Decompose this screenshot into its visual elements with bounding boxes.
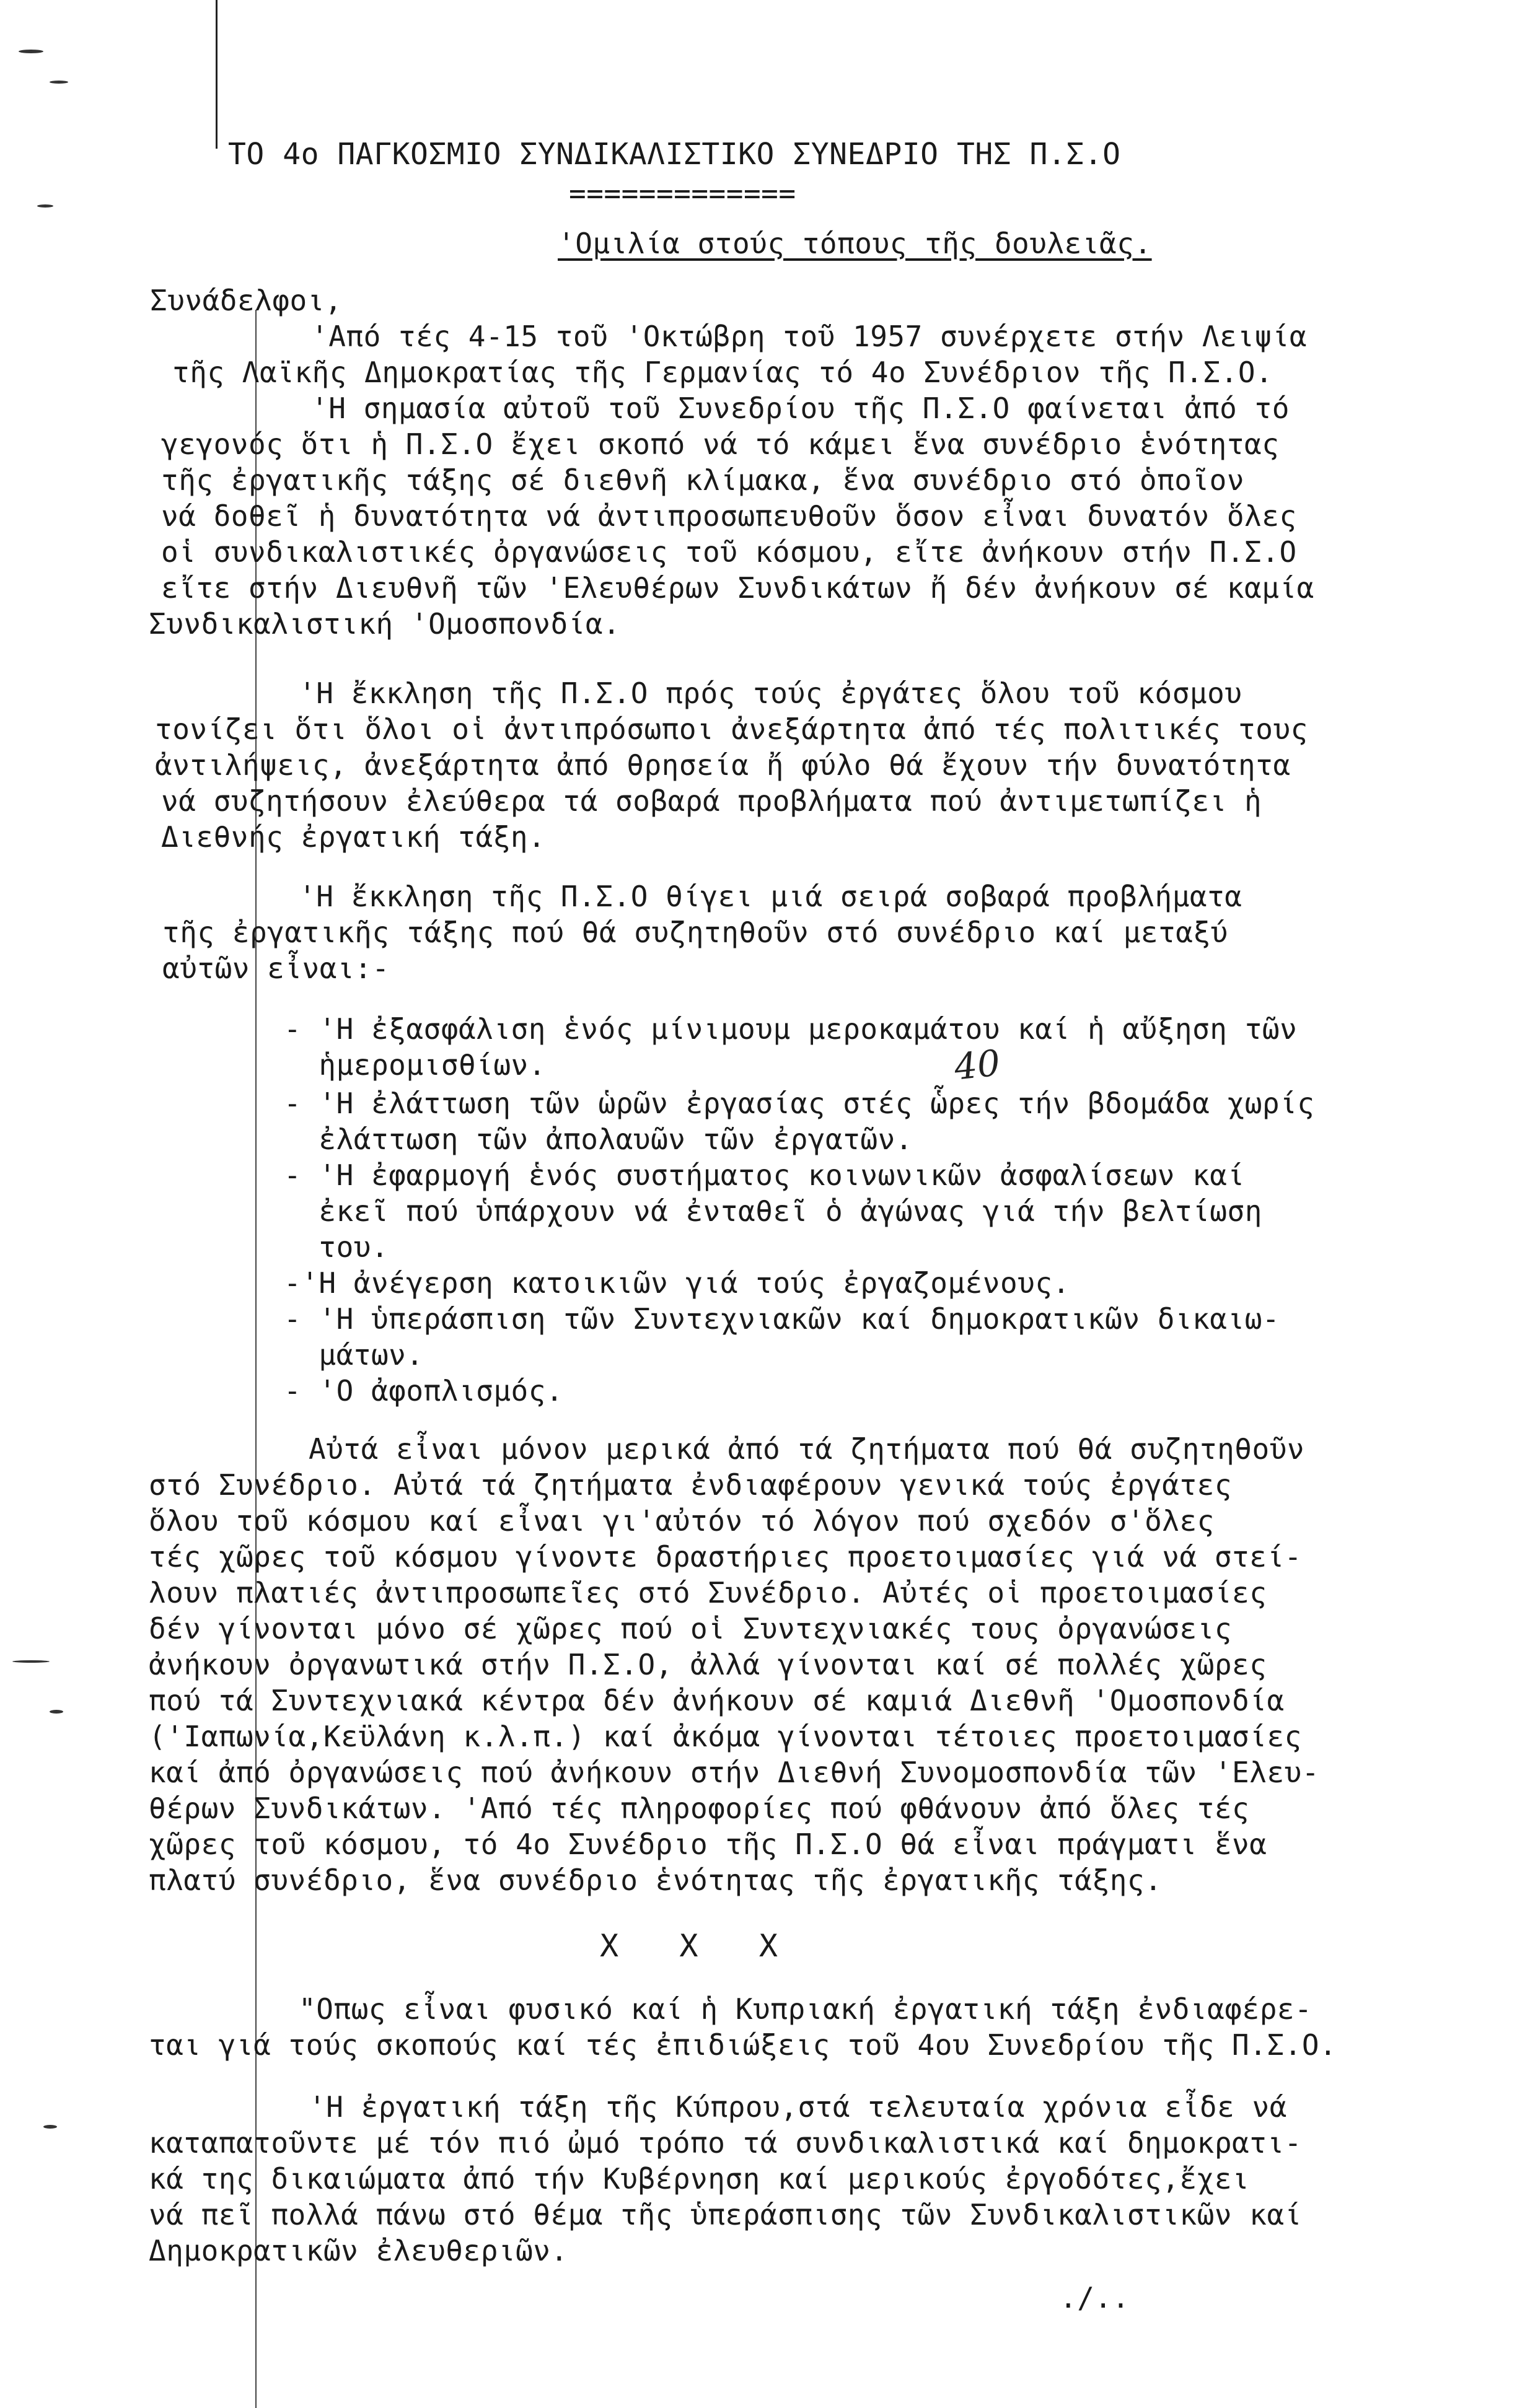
para2-line: Διεθνής ἐργατική τάξη. (161, 820, 546, 854)
scan-speck (19, 50, 43, 53)
para6-line: καταπατοῦντε μέ τόν πιό ὠμό τρόπο τά συνδικαλιστικά καί δημοκρατι- (149, 2126, 1302, 2160)
margin-rule (216, 0, 218, 149)
bullet-line: - 'Η ἐφαρμογή ἑνός συστήματος κοινωνικῶν ἀσφαλίσεων καί (284, 1158, 1245, 1192)
para3-line: τῆς ἐργατικῆς τάξης πού θά συζητηθοῦν στό συνέδριο καί μεταξύ (162, 916, 1228, 949)
para1-line: 'Η σημασία αὐτοῦ τοῦ Συνεδρίου τῆς Π.Σ.Ο φαίνεται ἀπό τό (311, 392, 1290, 425)
para1-line: γεγονός ὅτι ἡ Π.Σ.Ο ἔχει σκοπό νά τό κάμει ἕνα συνέδριο ἑνότητας (161, 427, 1280, 461)
bullet-line: ἐκεῖ πού ὑπάρχουν νά ἐνταθεῖ ὁ ἀγώνας γιά τήν βελτίωση (284, 1194, 1262, 1228)
para2-line: νά συζητήσουν ἐλεύθερα τά σοβαρά προβλήματα πού ἀντιμετωπίζει ἡ (161, 784, 1262, 818)
para2-line: 'Η ἔκκληση τῆς Π.Σ.Ο πρός τούς ἐργάτες ὅλου τοῦ κόσμου (299, 676, 1242, 710)
bullet-line: ἐλάττωση τῶν ἀπολαυῶν τῶν ἐργατῶν. (284, 1123, 913, 1156)
handwritten-note: 40 (952, 1041, 1003, 1088)
para2-line: ἀντιλήψεις, ἀνεξάρτητα ἀπό θρησεία ἤ φύλο θά ἔχουν τήν δυνατότητα (155, 748, 1291, 782)
bullet-line: - 'Η ἐλάττωση τῶν ὡρῶν ἐργασίας στές ὧρες τήν βδομάδα χωρίς (284, 1087, 1315, 1120)
scan-speck (43, 2125, 57, 2129)
section-separator: X X X (600, 1928, 779, 1964)
para1-line: τῆς Λαϊκῆς Δημοκρατίας τῆς Γερμανίας τό 4ο Συνέδριον τῆς Π.Σ.Ο. (172, 356, 1273, 389)
bullet-line: - 'Η ὑπεράσπιση τῶν Συντεχνιακῶν καί δημοκρατικῶν δικαιω- (284, 1302, 1280, 1336)
para4-line: ('Ιαπωνία,Κεϋλάνη κ.λ.π.) καί ἀκόμα γίνονται τέτοιες προετοιμασίες (149, 1720, 1302, 1753)
bullet-line: - 'Ο ἀφοπλισμός. (284, 1374, 564, 1408)
document-title: ΤΟ 4ο ΠΑΓΚΟΣΜΙΟ ΣΥΝΔΙΚΑΛΙΣΤΙΚΟ ΣΥΝΕΔΡΙΟ ΤΗΣ Π.Σ.Ο (228, 137, 1121, 172)
para1-line: τῆς ἐργατικῆς τάξης σέ διεθνῆ κλίμακα, ἕνα συνέδριο στό ὁποῖον (161, 463, 1245, 497)
title-rule: ============= (569, 177, 796, 210)
para2-line: τονίζει ὅτι ὅλοι οἱ ἀντιπρόσωποι ἀνεξάρτητα ἀπό τές πολιτικές τους (155, 712, 1308, 746)
scan-speck (50, 1710, 63, 1714)
para1-line: εἴτε στήν Διευθνῆ τῶν 'Ελευθέρων Συνδικάτων ἤ δέν ἀνήκουν σέ καμία (161, 571, 1314, 605)
para5-line: ται γιά τούς σκοπούς καί τές ἐπιδιώξεις τοῦ 4ου Συνεδρίου τῆς Π.Σ.Ο. (149, 2028, 1337, 2062)
para3-line: αὐτῶν εἶναι:- (162, 952, 390, 985)
bullet-line: μάτων. (284, 1338, 424, 1372)
para4-line: τές χῶρες τοῦ κόσμου γίνοντε δραστήριες προετοιμασίες γιά νά στεί- (149, 1540, 1302, 1574)
bullet-line: - 'Η ἐξασφάλιση ἑνός μίνιμουμ μεροκαμάτου καί ἡ αὔξηση τῶν (284, 1012, 1298, 1046)
para4-line: Αὐτά εἶναι μόνον μερικά ἀπό τά ζητήματα πού θά συζητηθοῦν (309, 1432, 1305, 1466)
para6-line: νά πεῖ πολλά πάνω στό θέμα τῆς ὑπεράσπισης τῶν Συνδικαλιστικῶν καί (149, 2198, 1302, 2231)
para4-line: στό Συνέδριο. Αὐτά τά ζητήματα ἐνδιαφέρουν γενικά τούς ἐργάτες (149, 1468, 1233, 1502)
document-subtitle: 'Ομιλία στούς τόπους τῆς δουλειᾶς. (558, 227, 1152, 260)
bullet-line: -'Η ἀνέγερση κατοικιῶν γιά τούς ἐργαζομένους. (284, 1266, 1070, 1300)
para4-line: ὅλου τοῦ κόσμου καί εἶναι γι'αὐτόν τό λόγον πού σχεδόν σ'ὅλες (149, 1504, 1215, 1538)
para4-line: χῶρες τοῦ κόσμου, τό 4ο Συνέδριο τῆς Π.Σ.Ο θά εἶναι πράγματι ἕνα (149, 1828, 1267, 1861)
scan-speck (50, 81, 68, 84)
scan-speck (12, 1660, 50, 1663)
para1-line: νά δοθεῖ ἡ δυνατότητα νά ἀντιπροσωπευθοῦν ὅσον εἶναι δυνατόν ὅλες (161, 499, 1297, 533)
scan-speck (37, 204, 53, 208)
bullet-line: ἡμερομισθίων. (284, 1048, 546, 1082)
continuation-mark: ./.. (1060, 2281, 1130, 2314)
para4-line: θέρων Συνδικάτων. 'Από τές πληροφορίες πού φθάνουν ἀπό ὅλες τές (149, 1792, 1250, 1825)
para6-line: Δημοκρατικῶν ἐλευθεριῶν. (149, 2234, 568, 2267)
para1-line: Συνδικαλιστική 'Ομοσπονδία. (149, 607, 621, 641)
salutation: Συνάδελφοι, (150, 284, 343, 317)
para4-line: ἀνήκουν ὀργανωτικά στήν Π.Σ.Ο, ἀλλά γίνονται καί σέ πολλές χῶρες (149, 1648, 1267, 1681)
para6-line: κά της δικαιώματα ἀπό τήν Κυβέρνηση καί μερικούς ἐργοδότες,ἔχει (149, 2162, 1250, 2196)
para1-line: 'Από τές 4-15 τοῦ 'Οκτώβρη τοῦ 1957 συνέρχετε στήν Λειψία (311, 320, 1308, 353)
bullet-line: του. (284, 1230, 389, 1264)
para4-line: λουν πλατιές ἀντιπροσωπεῖες στό Συνέδριο. Αὐτές οἱ προετοιμασίες (149, 1576, 1267, 1609)
para4-line: καί ἀπό ὀργανώσεις πού ἀνήκουν στήν Διεθνή Συνομοσπονδία τῶν 'Ελευ- (149, 1756, 1320, 1789)
para4-line: πλατύ συνέδριο, ἕνα συνέδριο ἑνότητας τῆς ἐργατικῆς τάξης. (149, 1863, 1163, 1897)
para6-line: 'Η ἐργατική τάξη τῆς Κύπρου,στά τελευταία χρόνια εἶδε νά (309, 2090, 1287, 2124)
para3-line: 'Η ἔκκληση τῆς Π.Σ.Ο θίγει μιά σειρά σοβαρά προβλήματα (299, 880, 1242, 913)
para4-line: πού τά Συντεχνιακά κέντρα δέν ἀνήκουν σέ καμιά Διεθνῆ 'Ομοσπονδία (149, 1684, 1285, 1717)
para1-line: οἱ συνδικαλιστικές ὀργανώσεις τοῦ κόσμου, εἴτε ἀνήκουν στήν Π.Σ.Ο (161, 535, 1297, 569)
para5-line: "Οπως εἶναι φυσικό καί ἡ Κυπριακή ἐργατική τάξη ἐνδιαφέρε- (299, 1992, 1312, 2026)
para4-line: δέν γίνονται μόνο σέ χῶρες πού οἱ Συντεχνιακές τους ὀργανώσεις (149, 1612, 1233, 1645)
